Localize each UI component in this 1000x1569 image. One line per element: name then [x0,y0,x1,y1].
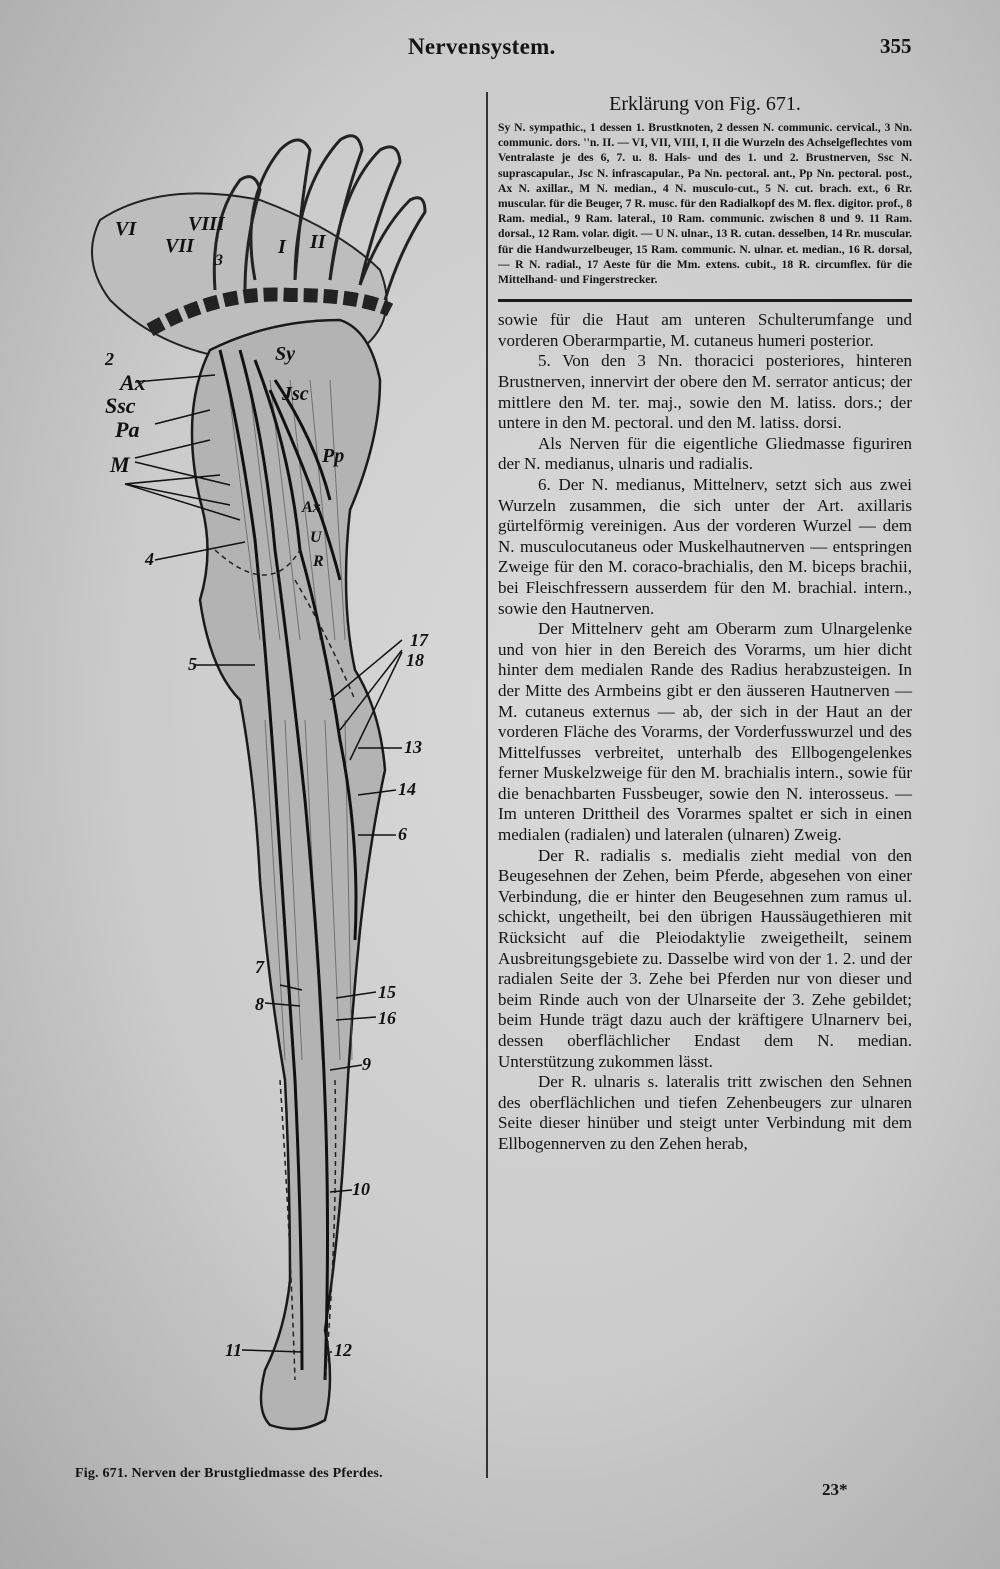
label-6: 6 [398,824,407,844]
page-number: 355 [880,34,912,58]
legend-body: Sy N. sympathic., 1 dessen 1. Brustknoten, 2 dessen N. communic. cervical., 3 Nn. communic. dors. ''n. II. — VI, VII, VIII, I, II die Wurzeln des Achselgeflechtes vom Ventralaste je des 6, 7. u. 8. Hals- und des 1. und 2. Brustnerven, Ssc N. suprascapular., Jsc N. infrascapular., Pa Nn. pectoral. ant., Pp Nn. pectoral. post., Ax N. axillar., M N. median., 4 N. musculo-cut., 5 N. cut. brach. ext., 6 Rr. muscular. für die Beuger, 7 R. musc. für den Radialkopf des M. flex. digitor. prof., 8 Ram. medial., 9 Ram. lateral., 10 Ram. communic. zwischen 8 und 9. 11 Ram. dorsal., 12 Ram. volar. digit. — U N. ulnar., 13 R. cutan. desselben, 14 Rr. muscular. für die Handwurzelbeuger, 15 Ram. communic. N. ulnar. et. median., 16 R. dorsal, — R N. radial., 17 Aeste für die Mm. extens. cubit., 18 R. circumflex. für die Mittelhand- und Fingerstrecker. [498,121,912,287]
label-U: U [310,529,322,546]
label-15: 15 [378,982,396,1002]
label-Ssc: Ssc [105,393,136,418]
label-VI: VI [115,218,137,240]
paragraph-2: 5. Von den 3 Nn. thoracici posteriores, hinteren Brustnerven, innervirt der obere den M. serrator anticus; der mittlere den M. ter. maj., sowie den M. latiss. dors.; der untere in den M. pectoral. und den M. latiss. dorsi. [498,351,912,433]
paragraph-3: Als Nerven für die eigentliche Gliedmasse figuriren der N. medianus, ulnaris und radialis. [498,433,912,474]
label-VIII: VIII [188,213,225,235]
label-Ax: Ax [120,370,146,395]
label-5: 5 [188,654,197,674]
column-rule [486,92,488,1478]
label-7: 7 [255,957,264,977]
paragraph-1: sowie für die Haut am unteren Schulterumfange und vorderen Oberarmpartie, M. cutaneus humeri posterior. [498,310,912,350]
label-Pp: Pp [322,445,345,467]
label-Sy: Sy [275,343,295,365]
signature-mark: 23* [822,1480,848,1499]
paragraph-4: 6. Der N. medianus, Mittelnerv, setzt sich aus zwei Wurzeln zusammen, die sich unter der Art. axillaris gürtelförmig vereinigen. Aus der vorderen Wurzel — dem N. musculocutaneus oder Muskelhautnerven — entspringen Zweige für den M. coraco-brachialis, den M. biceps brachii, bei Fleischfressern ausserdem für den M. brachial. intern., sowie den Hautnerven. [498,474,912,618]
label-12: 12 [334,1340,352,1360]
paragraph-7: Der R. ulnaris s. lateralis tritt zwischen den Sehnen des oberflächlichen und tiefen Zehenbeugers zur ulnaren Seite dieser hinüber und steigt unter Verbindung mit dem Ellbogennerven zu den Zehen herab, [498,1072,912,1153]
label-11: 11 [225,1340,243,1360]
label-17: 17 [410,630,428,650]
label-VII: VII [165,235,194,257]
label-9: 9 [362,1054,371,1074]
label-Pa: Pa [115,417,140,442]
label-2: 2 [105,349,114,369]
label-8: 8 [255,994,264,1014]
label-14: 14 [398,779,416,799]
paragraph-5: Der Mittelnerv geht am Oberarm zum Ulnargelenke und von hier in den Bereich des Vorarms, um hier dicht hinter dem medialen Rande des Radius herabzusteigen. In der Mitte des Armbeins gibt er den äusseren Hautnerven — M. cutaneus externus — ab, der sich in der Haut an der vorderen Fläche des Vorarms, der Vorderfusswurzel und des Mittelfusses verbreitet, unterhalb des Ellbogengelenkes ferner Muskelzweige für den M. brachialis intern., sowie für die benachbarten Fussbeuger, sowie den N. interosseus. — Im unteren Drittheil des Vorarmes spaltet er sich in einen medialen (radialen) und lateralen (ulnaren) Zweig. [498,619,912,845]
right-column [498,92,912,1155]
label-M: M [110,452,130,477]
legend-title: Erklärung von Fig. 671. [609,93,801,115]
label-13: 13 [404,737,422,757]
leg-illustration [40,80,480,1470]
label-16: 16 [378,1008,396,1028]
label-18: 18 [406,650,424,670]
paragraph-6: Der R. radialis s. medialis zieht medial von den Beugesehnen der Zehen, beim Pferde, abgesehen von einer Verbindung, die er hinter den Beugesehnen zum ramus ul. schickt, ungetheilt, bei den übrigen Haussäugethieren mit Rücksicht auf die Pleiodaktylie zweigetheilt, seinem Ausbreitungsgebiete zu. Dasselbe wird von der 1. 2. und der radialen Seite der 3. Zehe bei Pferden nur von dieser und beim Rinde auch von der Ulnarseite der 3. Zehe gebildet; beim Hunde trägt dazu auch der kräftigere Ulnarnerv bei, dessen oberflächlicher Endast dem N. median. Unterstützung zukommen lässt. [498,845,912,1071]
running-title: Nervensystem. [408,34,556,59]
label-Jsc: Jsc [282,383,309,405]
label-Ax-2: Ax [302,499,321,516]
anatomical-figure [40,80,480,1470]
legend-divider [498,299,912,302]
label-3: 3 [215,252,223,269]
label-R: R [313,553,324,570]
label-I: I [278,236,286,258]
figure-caption: Fig. 671. Nerven der Brustgliedmasse des Pferdes. [75,1466,383,1481]
label-II: II [310,231,326,253]
label-10: 10 [352,1179,370,1199]
label-4: 4 [145,549,154,569]
